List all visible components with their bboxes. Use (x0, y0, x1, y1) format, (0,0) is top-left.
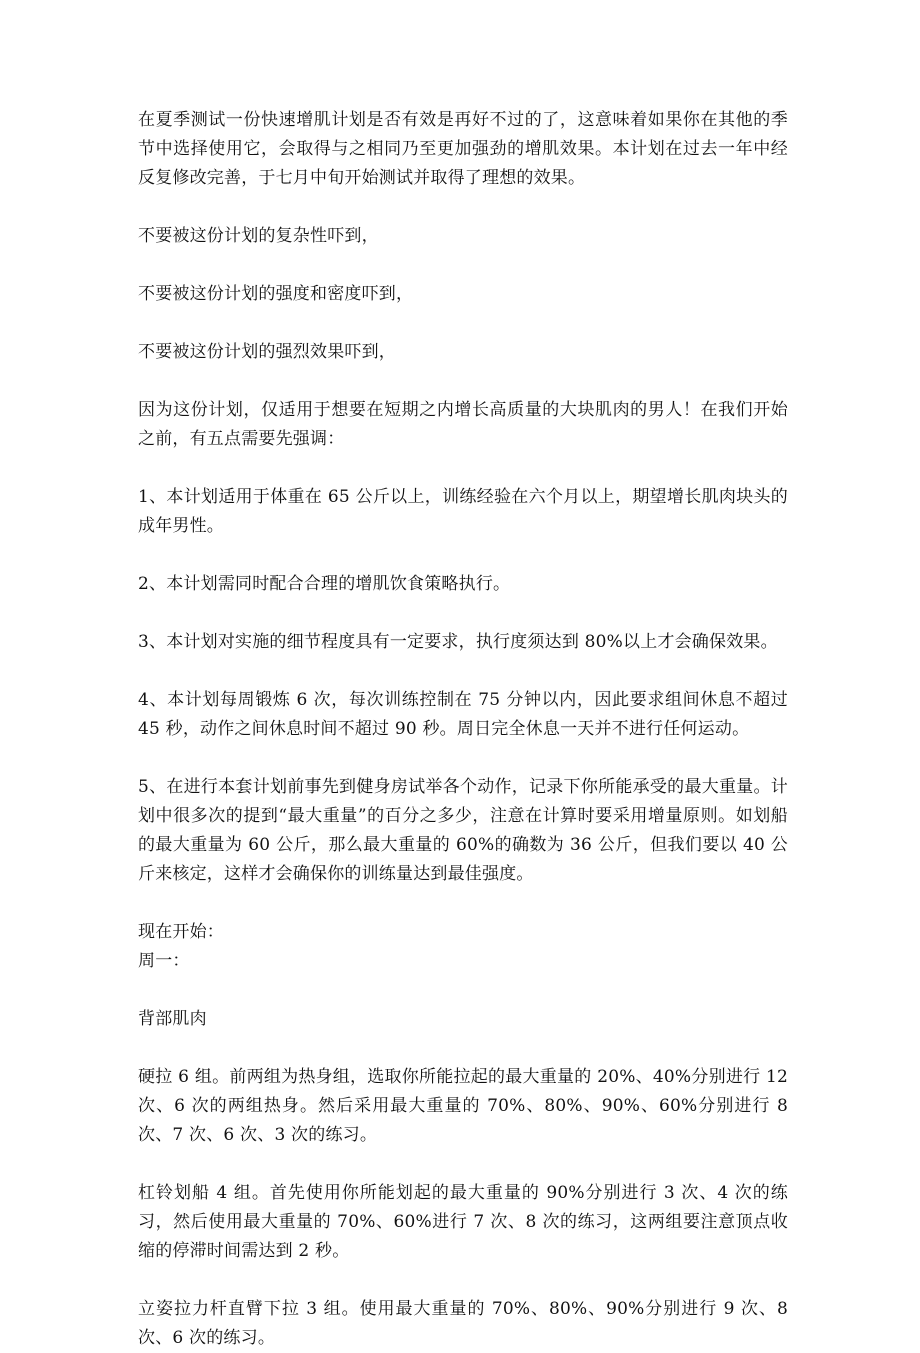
target-audience-paragraph: 因为这份计划，仅适用于想要在短期之内增长高质量的大块肌肉的男人！在我们开始之前，有五点需要先强调： (138, 400, 788, 449)
rule-3: 3、本计划对实施的细节程度具有一定要求，执行度须达到 80%以上才会确保效果。 (138, 632, 778, 652)
start-line: 现在开始： (138, 922, 224, 942)
rule-1: 1、本计划适用于体重在 65 公斤以上，训练经验在六个月以上，期望增长肌肉块头的成年男性。 (138, 487, 788, 536)
rule-5: 5、在进行本套计划前事先到健身房试举各个动作，记录下你所能承受的最大重量。计划中很多次的提到“最大重量”的百分之多少，注意在计算时要采用增量原则。如划船的最大重量为 60 公斤，那么最大重量的 60%的确数为 36 公斤，但我们要以 40 公斤来核定，这样才会确保你的训练量达到最佳强度。 (138, 777, 788, 884)
intro-paragraph: 在夏季测试一份快速增肌计划是否有效是再好不过的了，这意味着如果你在其他的季节中选择使用它，会取得与之相同乃至更加强劲的增肌效果。本计划在过去一年中经反复修改完善，于七月中旬开始测试并取得了理想的效果。 (138, 110, 788, 188)
document-body (138, 106, 788, 1353)
section-heading-back: 背部肌肉 (138, 1009, 207, 1029)
rule-2: 2、本计划需同时配合合理的增肌饮食策略执行。 (138, 574, 511, 594)
exercise-barbell-row: 杠铃划船 4 组。首先使用你所能划起的最大重量的 90%分别进行 3 次、4 次的练习，然后使用最大重量的 70%、60%进行 7 次、8 次的练习，这两组要注意顶点收缩的停滞时间需达到 2 秒。 (138, 1183, 788, 1261)
warning-line-intensity: 不要被这份计划的强度和密度吓到， (138, 284, 414, 304)
day-heading-monday: 周一： (138, 951, 190, 971)
exercise-deadlift: 硬拉 6 组。前两组为热身组，选取你所能拉起的最大重量的 20%、40%分别进行 12 次、6 次的两组热身。然后采用最大重量的 70%、80%、90%、60%分别进行 8 次、7 次、6 次、3 次的练习。 (138, 1067, 788, 1145)
exercise-straight-arm-pulldown: 立姿拉力杆直臂下拉 3 组。使用最大重量的 70%、80%、90%分别进行 9 次、8 次、6 次的练习。 (138, 1299, 788, 1348)
warning-line-effect: 不要被这份计划的强烈效果吓到， (138, 342, 396, 362)
warning-line-complexity: 不要被这份计划的复杂性吓到， (138, 226, 379, 246)
rule-4: 4、本计划每周锻炼 6 次，每次训练控制在 75 分钟以内，因此要求组间休息不超过 45 秒，动作之间休息时间不超过 90 秒。周日完全休息一天并不进行任何运动。 (138, 690, 788, 739)
